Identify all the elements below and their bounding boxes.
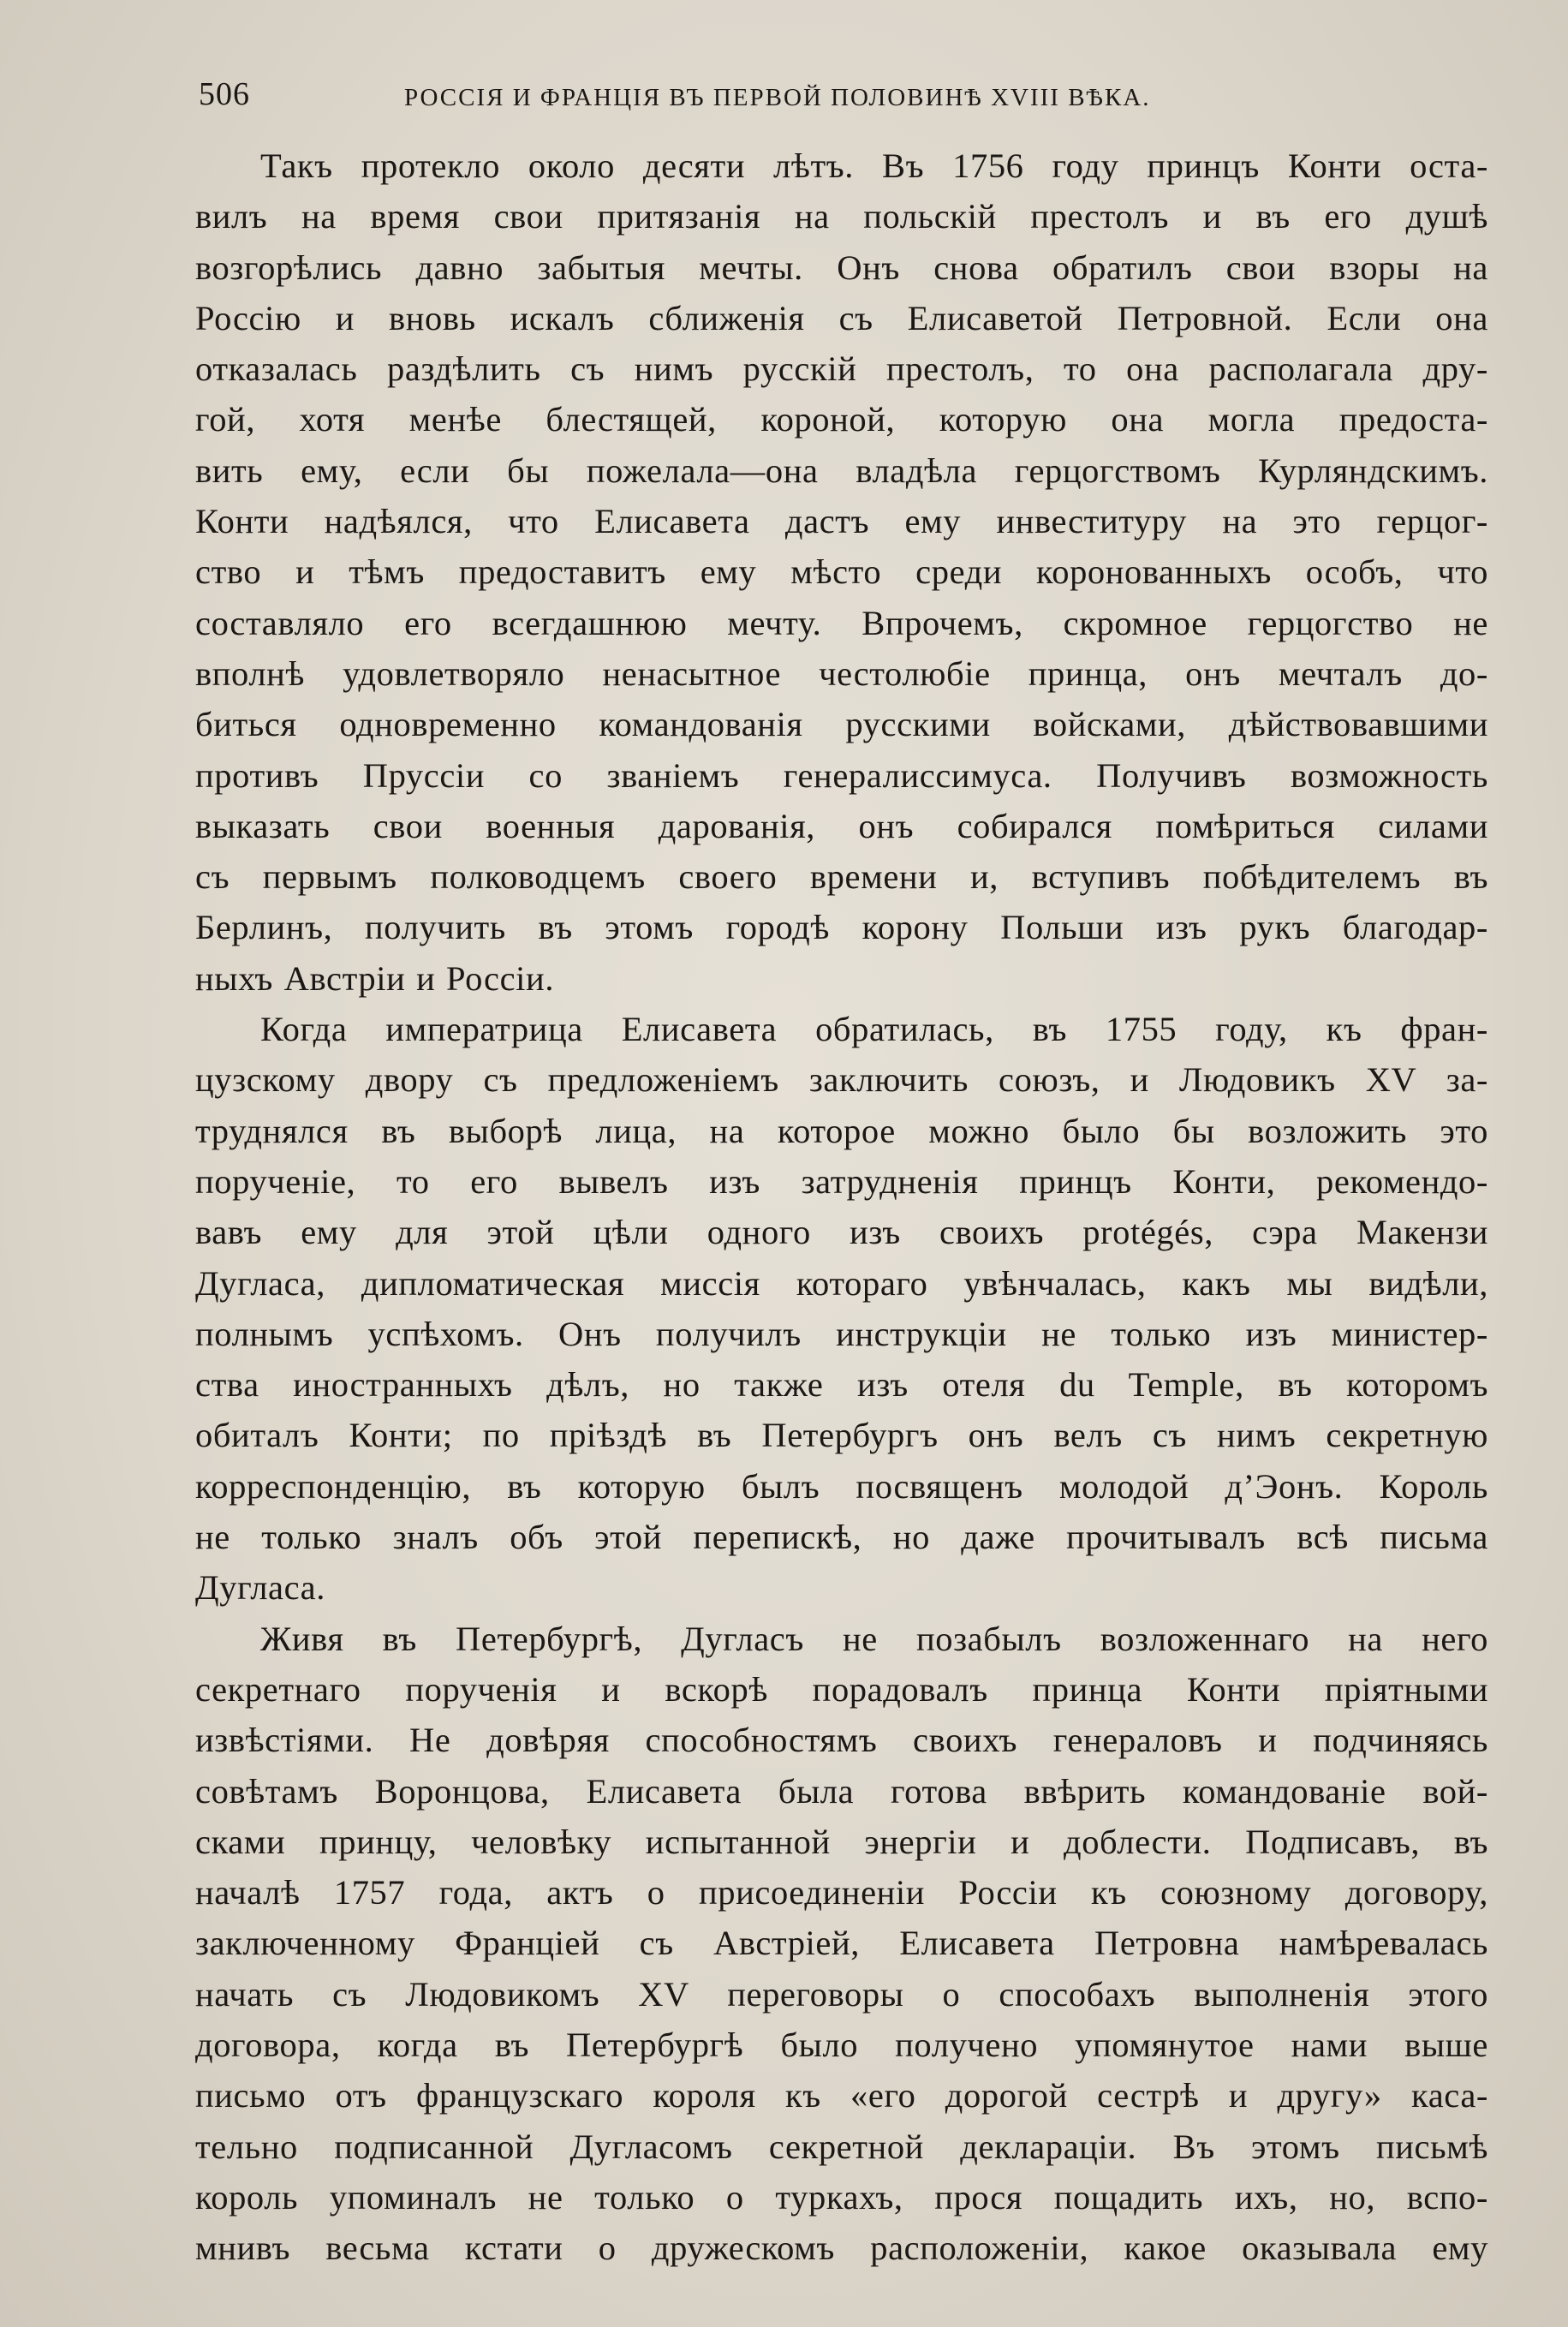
text-line: сками принцу, человѣку испытанной энергіи и доблести. Подписавъ, въ xyxy=(195,1822,1488,1861)
text-line: извѣстіями. Не довѣряя способностямъ своихъ генераловъ и подчиняясь xyxy=(195,1721,1488,1760)
running-title: РОССІЯ И ФРАНЦІЯ ВЪ ПЕРВОЙ ПОЛОВИНѢ XVIII ВѢКА. xyxy=(404,84,1151,111)
text-line: вполнѣ удовлетворяло ненасытное честолюбіе принца, онъ мечталъ до- xyxy=(195,653,1488,693)
body-text xyxy=(195,140,1488,2273)
text-line: договора, когда въ Петербургѣ было получено упомянутое нами выше xyxy=(195,2025,1488,2064)
text-line: ства иностранныхъ дѣлъ, но также изъ отеля du Temple, въ которомъ xyxy=(195,1365,1488,1405)
text-line: вавъ ему для этой цѣли одного изъ своихъ protégés, сэра Макензи xyxy=(195,1213,1488,1252)
text-line: король упоминалъ не только о туркахъ, прося пощадить ихъ, но, вспо- xyxy=(195,2177,1488,2217)
text-line: Берлинъ, получить въ этомъ городѣ корону Польши изъ рукъ благодар- xyxy=(195,908,1488,947)
text-line: началѣ 1757 года, актъ о присоединеніи Россіи къ союзному договору, xyxy=(195,1873,1488,1912)
text-line: Живя въ Петербургѣ, Дугласъ не позабылъ возложеннаго на него xyxy=(260,1619,1488,1658)
text-line: полнымъ успѣхомъ. Онъ получилъ инструкціи не только изъ министер- xyxy=(195,1314,1488,1353)
text-line: противъ Пруссіи со званіемъ генералиссимуса. Получивъ возможность xyxy=(195,755,1488,795)
page-header xyxy=(199,75,1303,118)
text-line: выказать свои военныя дарованія, онъ собирался помѣриться силами xyxy=(195,806,1488,845)
text-line: Россію и вновь искалъ сближенія съ Елисаветой Петровной. Если она xyxy=(195,298,1488,337)
text-line: вить ему, если бы пожелала—она владѣла герцогствомъ Курляндскимъ. xyxy=(195,450,1488,490)
text-line: совѣтамъ Воронцова, Елисавета была готова ввѣрить командованіе вой- xyxy=(195,1771,1488,1811)
text-line: Дугласа. xyxy=(195,1568,325,1608)
text-line: Дугласа, дипломатическая миссія котораго увѣнчалась, какъ мы видѣли, xyxy=(195,1263,1488,1303)
text-line: биться одновременно командованія русскими войсками, дѣйствовавшими xyxy=(195,705,1488,744)
text-line: корреспонденцію, въ которую былъ посвященъ молодой д’Эонъ. Король xyxy=(195,1466,1488,1506)
text-line: письмо отъ французскаго короля къ «его дорогой сестрѣ и другу» каса- xyxy=(195,2076,1488,2115)
text-line: заключенному Франціей съ Австріей, Елисавета Петровна намѣревалась xyxy=(195,1924,1488,1963)
text-line: отказалась раздѣлить съ нимъ русскій престолъ, то она располагала дру- xyxy=(195,349,1488,389)
text-line: мнивъ весьма кстати о дружескомъ расположеніи, какое оказывала ему xyxy=(195,2229,1488,2268)
text-line: Когда императрица Елисавета обратилась, въ 1755 году, къ фран- xyxy=(260,1010,1488,1049)
text-line: цузскому двору съ предложеніемъ заключить союзъ, и Людовикъ XV за- xyxy=(195,1060,1488,1100)
text-line: Такъ протекло около десяти лѣтъ. Въ 1756 году принцъ Конти оста- xyxy=(260,146,1488,185)
text-line: ство и тѣмъ предоставитъ ему мѣсто среди коронованныхъ особъ, что xyxy=(195,552,1488,592)
text-line: съ первымъ полководцемъ своего времени и, вступивъ побѣдителемъ въ xyxy=(195,857,1488,897)
page-number: 506 xyxy=(199,76,250,112)
text-line: обиталъ Конти; по пріѣздѣ въ Петербургъ онъ велъ съ нимъ секретную xyxy=(195,1416,1488,1455)
text-line: труднялся въ выборѣ лица, на которое можно было бы возложить это xyxy=(195,1111,1488,1150)
text-line: гой, хотя менѣе блестящей, короной, которую она могла предоста- xyxy=(195,400,1488,439)
text-line: Конти надѣялся, что Елисавета дастъ ему инвеституру на это герцог- xyxy=(195,502,1488,541)
text-line: ныхъ Австріи и Россіи. xyxy=(195,958,555,998)
text-line: начать съ Людовикомъ XV переговоры о способахъ выполненія этого xyxy=(195,1974,1488,2014)
text-line: составляло его всегдашнюю мечту. Впрочемъ, скромное герцогство не xyxy=(195,603,1488,642)
text-line: возгорѣлись давно забытыя мечты. Онъ снова обратилъ свои взоры на xyxy=(195,248,1488,287)
text-line: вилъ на время свои притязанія на польскій престолъ и въ его душѣ xyxy=(195,197,1488,236)
text-line: порученіе, то его вывелъ изъ затрудненія принцъ Конти, рекомендо- xyxy=(195,1161,1488,1201)
text-line: секретнаго порученія и вскорѣ порадовалъ принца Конти пріятными xyxy=(195,1669,1488,1709)
text-line: не только зналъ объ этой перепискѣ, но даже прочитывалъ всѣ письма xyxy=(195,1518,1488,1557)
text-line: тельно подписанной Дугласомъ секретной декларацiи. Въ этомъ письмѣ xyxy=(195,2127,1488,2166)
